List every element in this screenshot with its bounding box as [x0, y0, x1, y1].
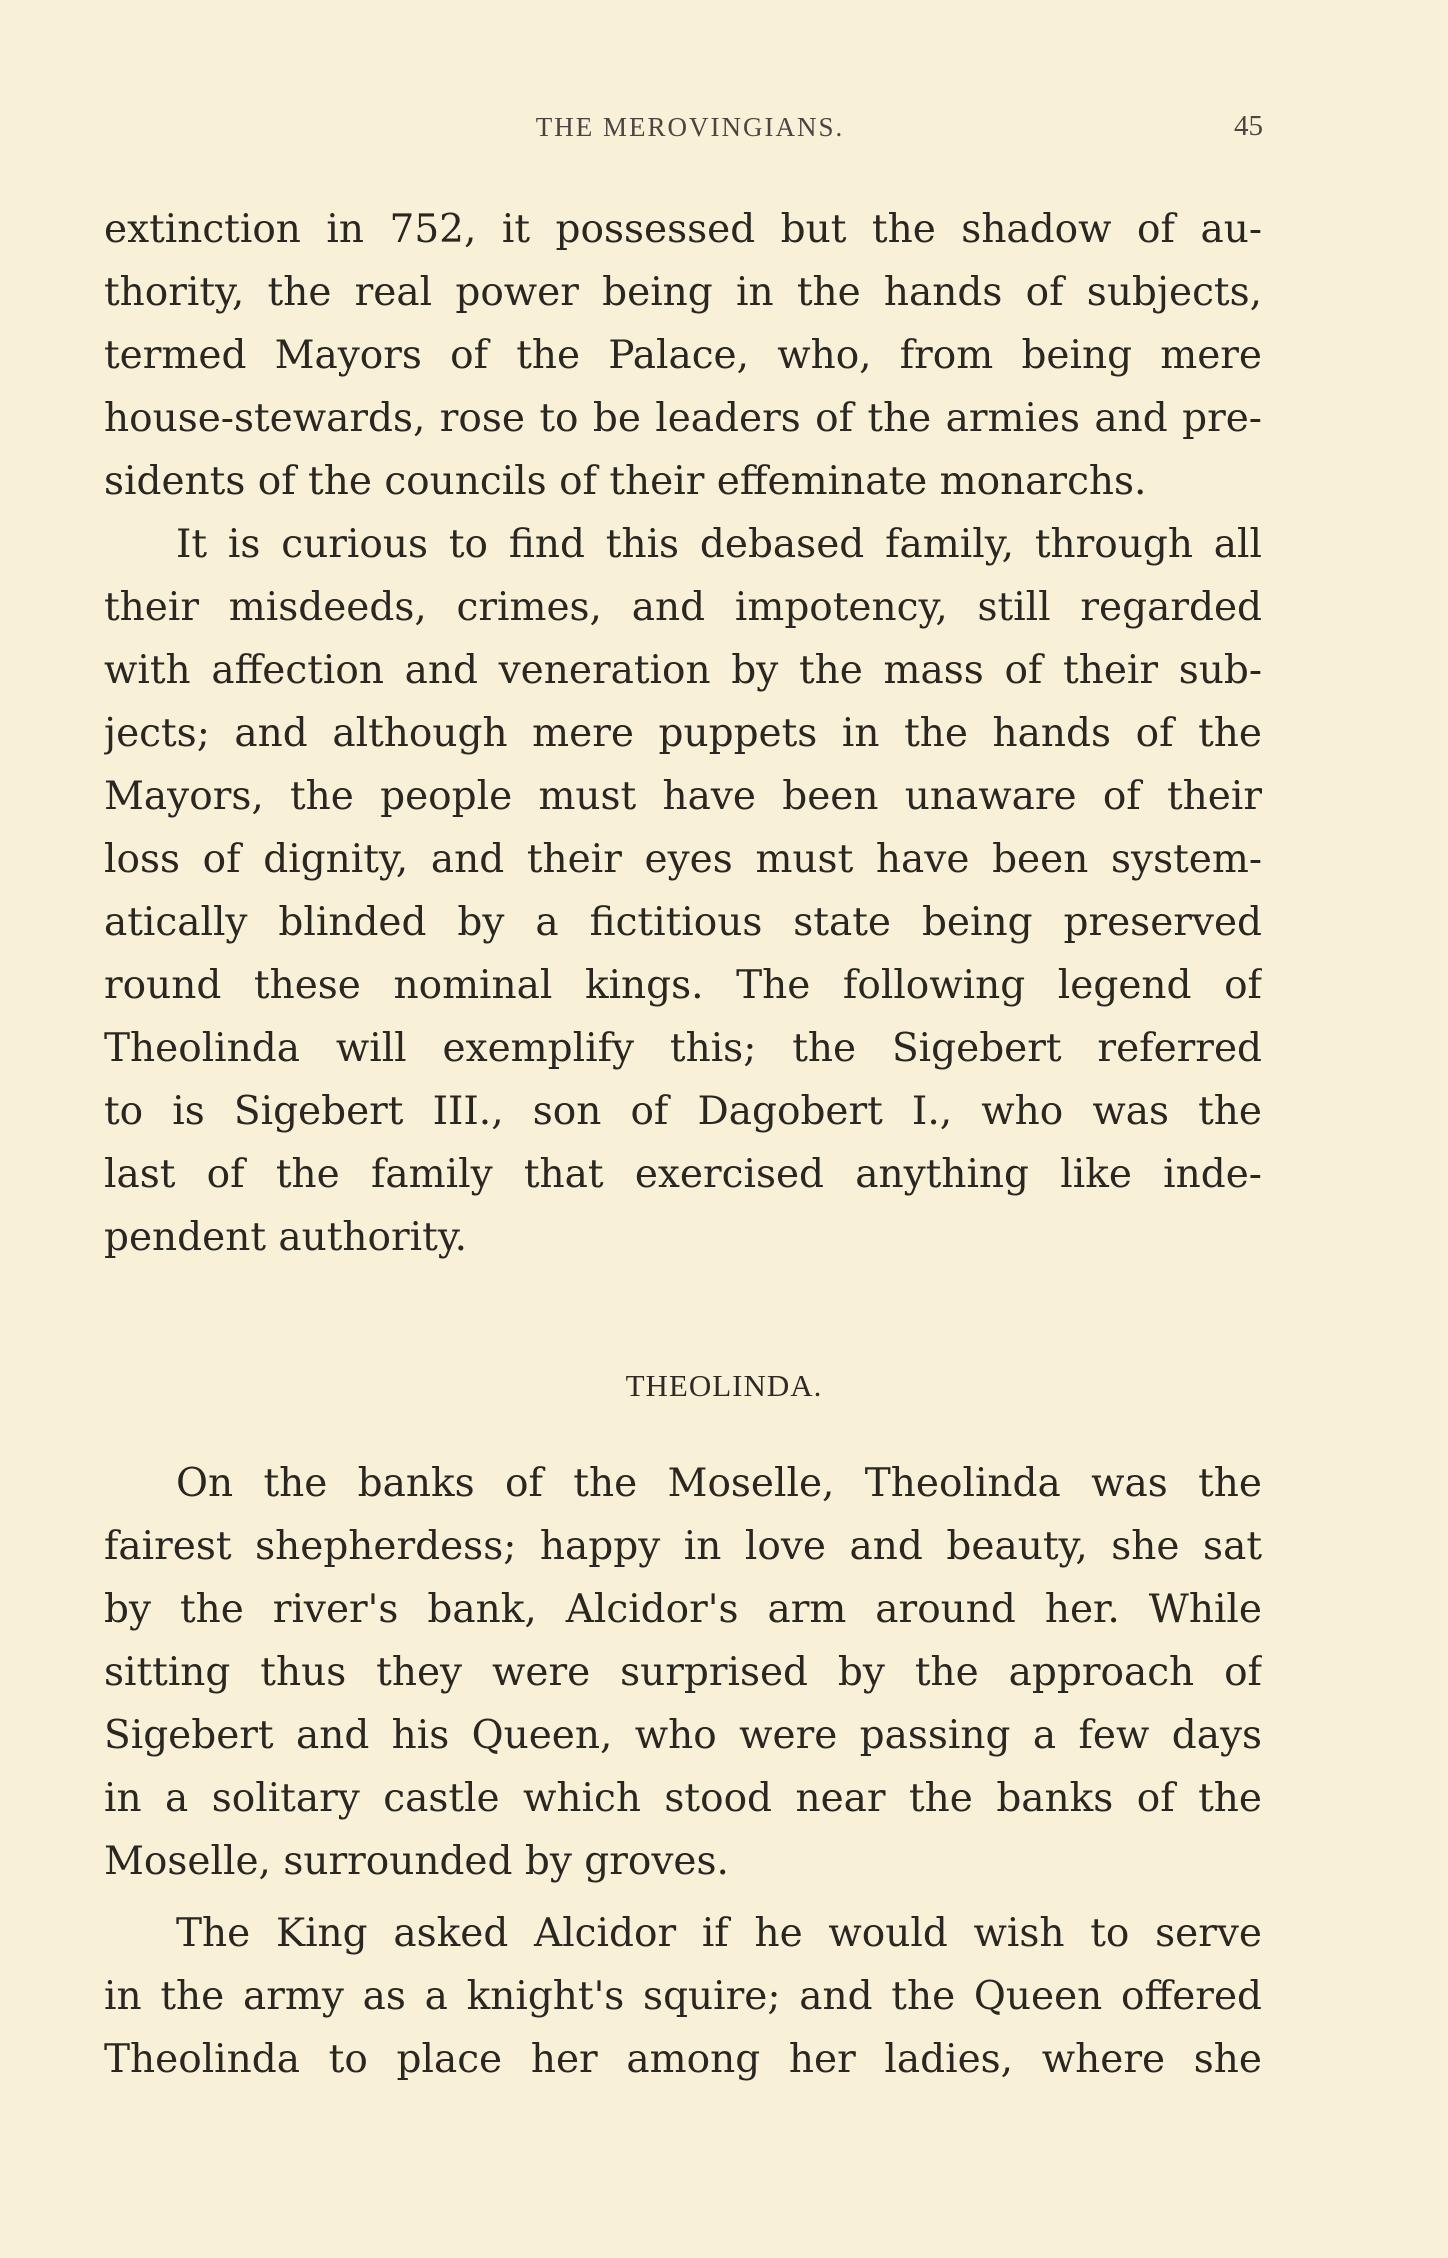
page-number: 45 — [1234, 110, 1263, 142]
section-heading: THEOLINDA. — [625, 1368, 823, 1403]
text-line: sitting thus they were surprised by the approach of — [104, 1650, 1262, 1695]
text-line: termed Mayors of the Palace, who, from being mere — [104, 333, 1262, 378]
text-line: with affection and veneration by the mass of their sub- — [104, 648, 1262, 693]
body-text-lower — [104, 1902, 1262, 2091]
text-line: in a solitary castle which stood near the banks of the — [104, 1776, 1262, 1821]
text-line: last of the family that exercised anything like inde- — [104, 1152, 1262, 1197]
text-line: in the army as a knight's squire; and the Queen offered — [104, 1974, 1262, 2019]
text-line: Mayors, the people must have been unaware of their — [104, 774, 1262, 819]
text-line: On the banks of the Moselle, Theolinda was the — [176, 1461, 1262, 1506]
text-line: sidents of the councils of their effeminate monarchs. — [104, 459, 1147, 504]
text-line: The King asked Alcidor if he would wish to serve — [176, 1911, 1262, 1956]
text-line: Moselle, surrounded by groves. — [104, 1839, 729, 1884]
text-line: loss of dignity, and their eyes must have been system- — [104, 837, 1262, 882]
text-line: jects; and although mere puppets in the hands of the — [104, 711, 1262, 756]
text-line: house-stewards, rose to be leaders of the armies and pre- — [104, 396, 1262, 441]
body-text-upper — [104, 198, 1262, 1269]
text-line: by the river's bank, Alcidor's arm around her. While — [104, 1587, 1262, 1632]
text-line: Theolinda will exemplify this; the Sigebert referred — [104, 1026, 1262, 1071]
text-line: to is Sigebert III., son of Dagobert I., who was the — [104, 1089, 1262, 1134]
text-line: thority, the real power being in the hands of subjects, — [104, 270, 1262, 315]
text-line: extinction in 752, it possessed but the shadow of au- — [104, 207, 1262, 252]
text-line: fairest shepherdess; happy in love and beauty, she sat — [104, 1524, 1262, 1569]
running-title: THE MEROVINGIANS. — [535, 112, 845, 142]
text-line: Theolinda to place her among her ladies, where she — [104, 2037, 1262, 2082]
text-line: It is curious to find this debased family, through all — [176, 522, 1262, 567]
text-line: pendent authority. — [104, 1215, 468, 1260]
body-text-theolinda — [104, 1452, 1262, 1893]
text-line: round these nominal kings. The following legend of — [104, 963, 1262, 1008]
text-line: their misdeeds, crimes, and impotency, still regarded — [104, 585, 1262, 630]
text-line: Sigebert and his Queen, who were passing a few days — [104, 1713, 1262, 1758]
text-line: atically blinded by a fictitious state being preserved — [104, 900, 1262, 945]
